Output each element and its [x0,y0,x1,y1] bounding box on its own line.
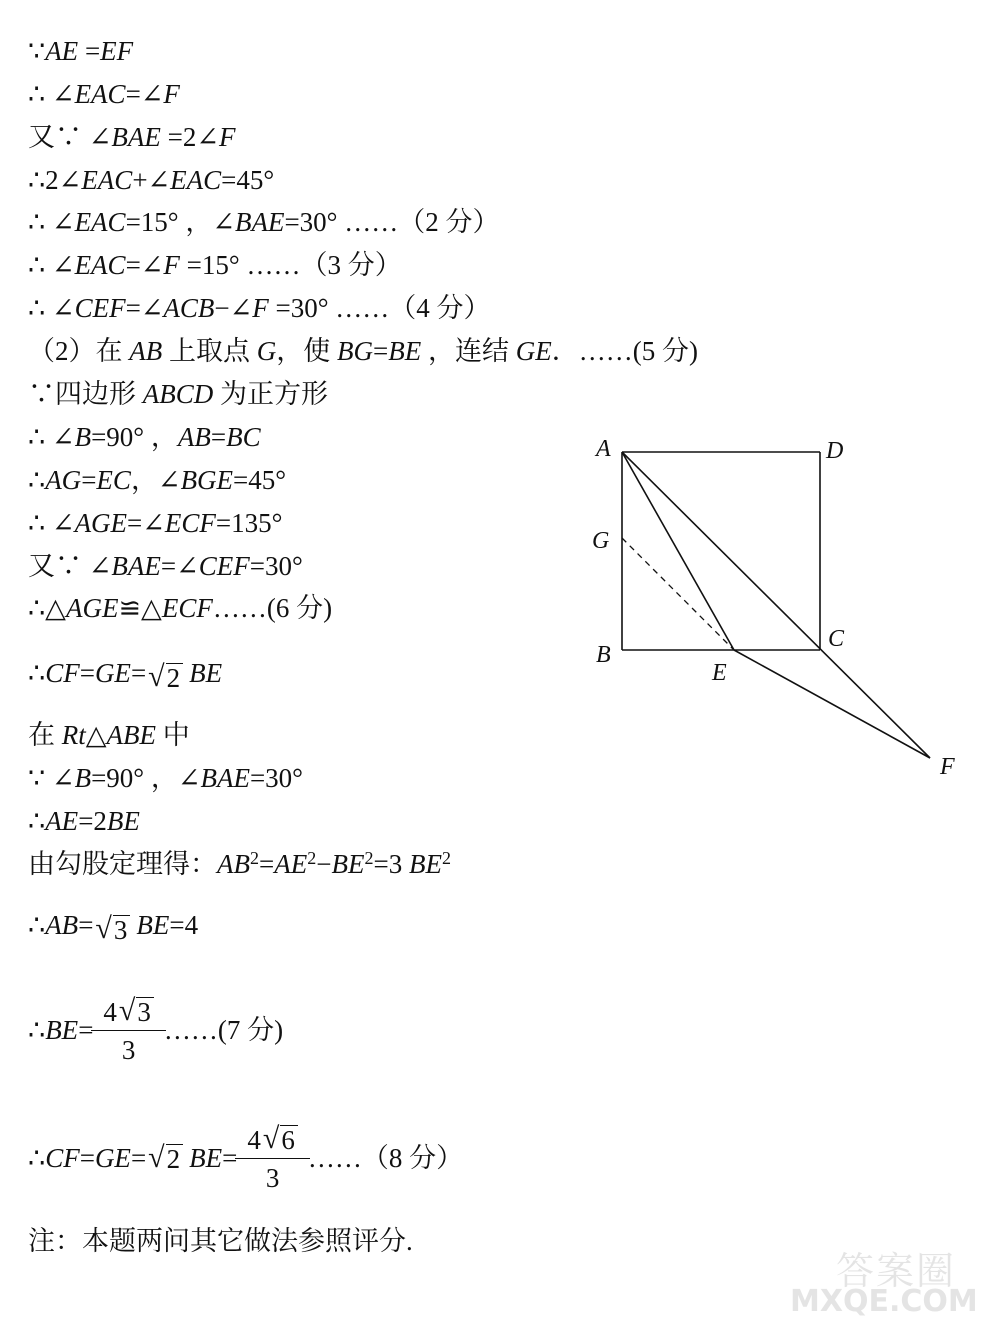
segment-ge-dashed [622,538,734,650]
label-a: A [596,436,611,462]
proof-line: ∴ BE = 4 √ 3 3 ……(7 分) [28,994,284,1065]
label-b: B [596,642,611,668]
watermark-cn: 答案圈 [836,1249,957,1293]
fraction-numerator: 4 √ 3 [97,996,159,1030]
proof-line: ∴ ∠AGE=∠ECF=135° [28,508,283,538]
fraction-denominator: 3 [91,1030,165,1064]
proof-line: ∵AE =EF [28,36,134,66]
proof-line: ∴ CF = GE = √ 2 BE = 4 √ 6 3 ……（8 分） [28,1122,464,1193]
proof-line: ∴ ∠EAC=∠F =15° ……（3 分） [28,250,402,280]
proof-line: 又∵ ∠BAE=∠CEF=30° [28,551,303,581]
sqrt-expression: √ 2 [148,1143,183,1173]
fraction-numerator: 4 √ 6 [241,1124,303,1158]
fraction-denominator: 3 [235,1158,309,1192]
segment-ae [622,452,734,650]
proof-line: ∴ ∠B=90° ，AB=BC [28,422,261,452]
proof-line: ∵四边形 ABCD 为正方形 [28,379,328,409]
proof-line: 又∵ ∠BAE =2∠F [28,122,236,152]
note: 注：本题两问其它做法参照评分. [28,1226,413,1256]
proof-line: ∴ ∠CEF=∠ACB−∠F =30° ……（4 分） [28,293,491,323]
sqrt-expression: √ 2 [148,662,183,692]
label-e: E [712,660,727,686]
proof-line: ∴ ∠EAC=15° ，∠BAE=30° ……（2 分） [28,207,500,237]
segment-af [622,452,930,758]
watermark-logo [790,1240,990,1320]
segment-ef [734,650,930,758]
proof-line: ∵ ∠B=90° ，∠BAE=30° [28,763,303,793]
proof-line: ∴△AGE≌△ECF……(6 分) [28,593,333,623]
proof-line: ∴CF=GE= √ 2 BE [28,658,223,693]
sqrt-expression: √ 3 [95,914,130,944]
label-c: C [828,626,845,652]
proof-line: ∴ ∠EAC=∠F [28,79,180,109]
label-d: D [826,438,844,464]
label-f: F [940,754,955,780]
proof-line: （2）在 AB 上取点 G，使 BG=BE ，连结 GE．……(5 分) [28,336,698,366]
label-g: G [592,528,610,554]
watermark-en: MXQE.COM [790,1284,978,1319]
proof-line: ∴AG=EC，∠BGE=45° [28,465,287,495]
proof-line: 在 Rt△ABE 中 [28,720,190,750]
proof-line: ∴AB= √ 3 BE=4 [28,910,199,945]
proof-line: 由勾股定理得：$AB^2=AE^2-BE^2=3$ $BE^2$ [28,848,451,879]
proof-line: ∴AE=2BE [28,806,140,836]
proof-line: ∴2∠EAC+∠EAC=45° [28,165,275,195]
